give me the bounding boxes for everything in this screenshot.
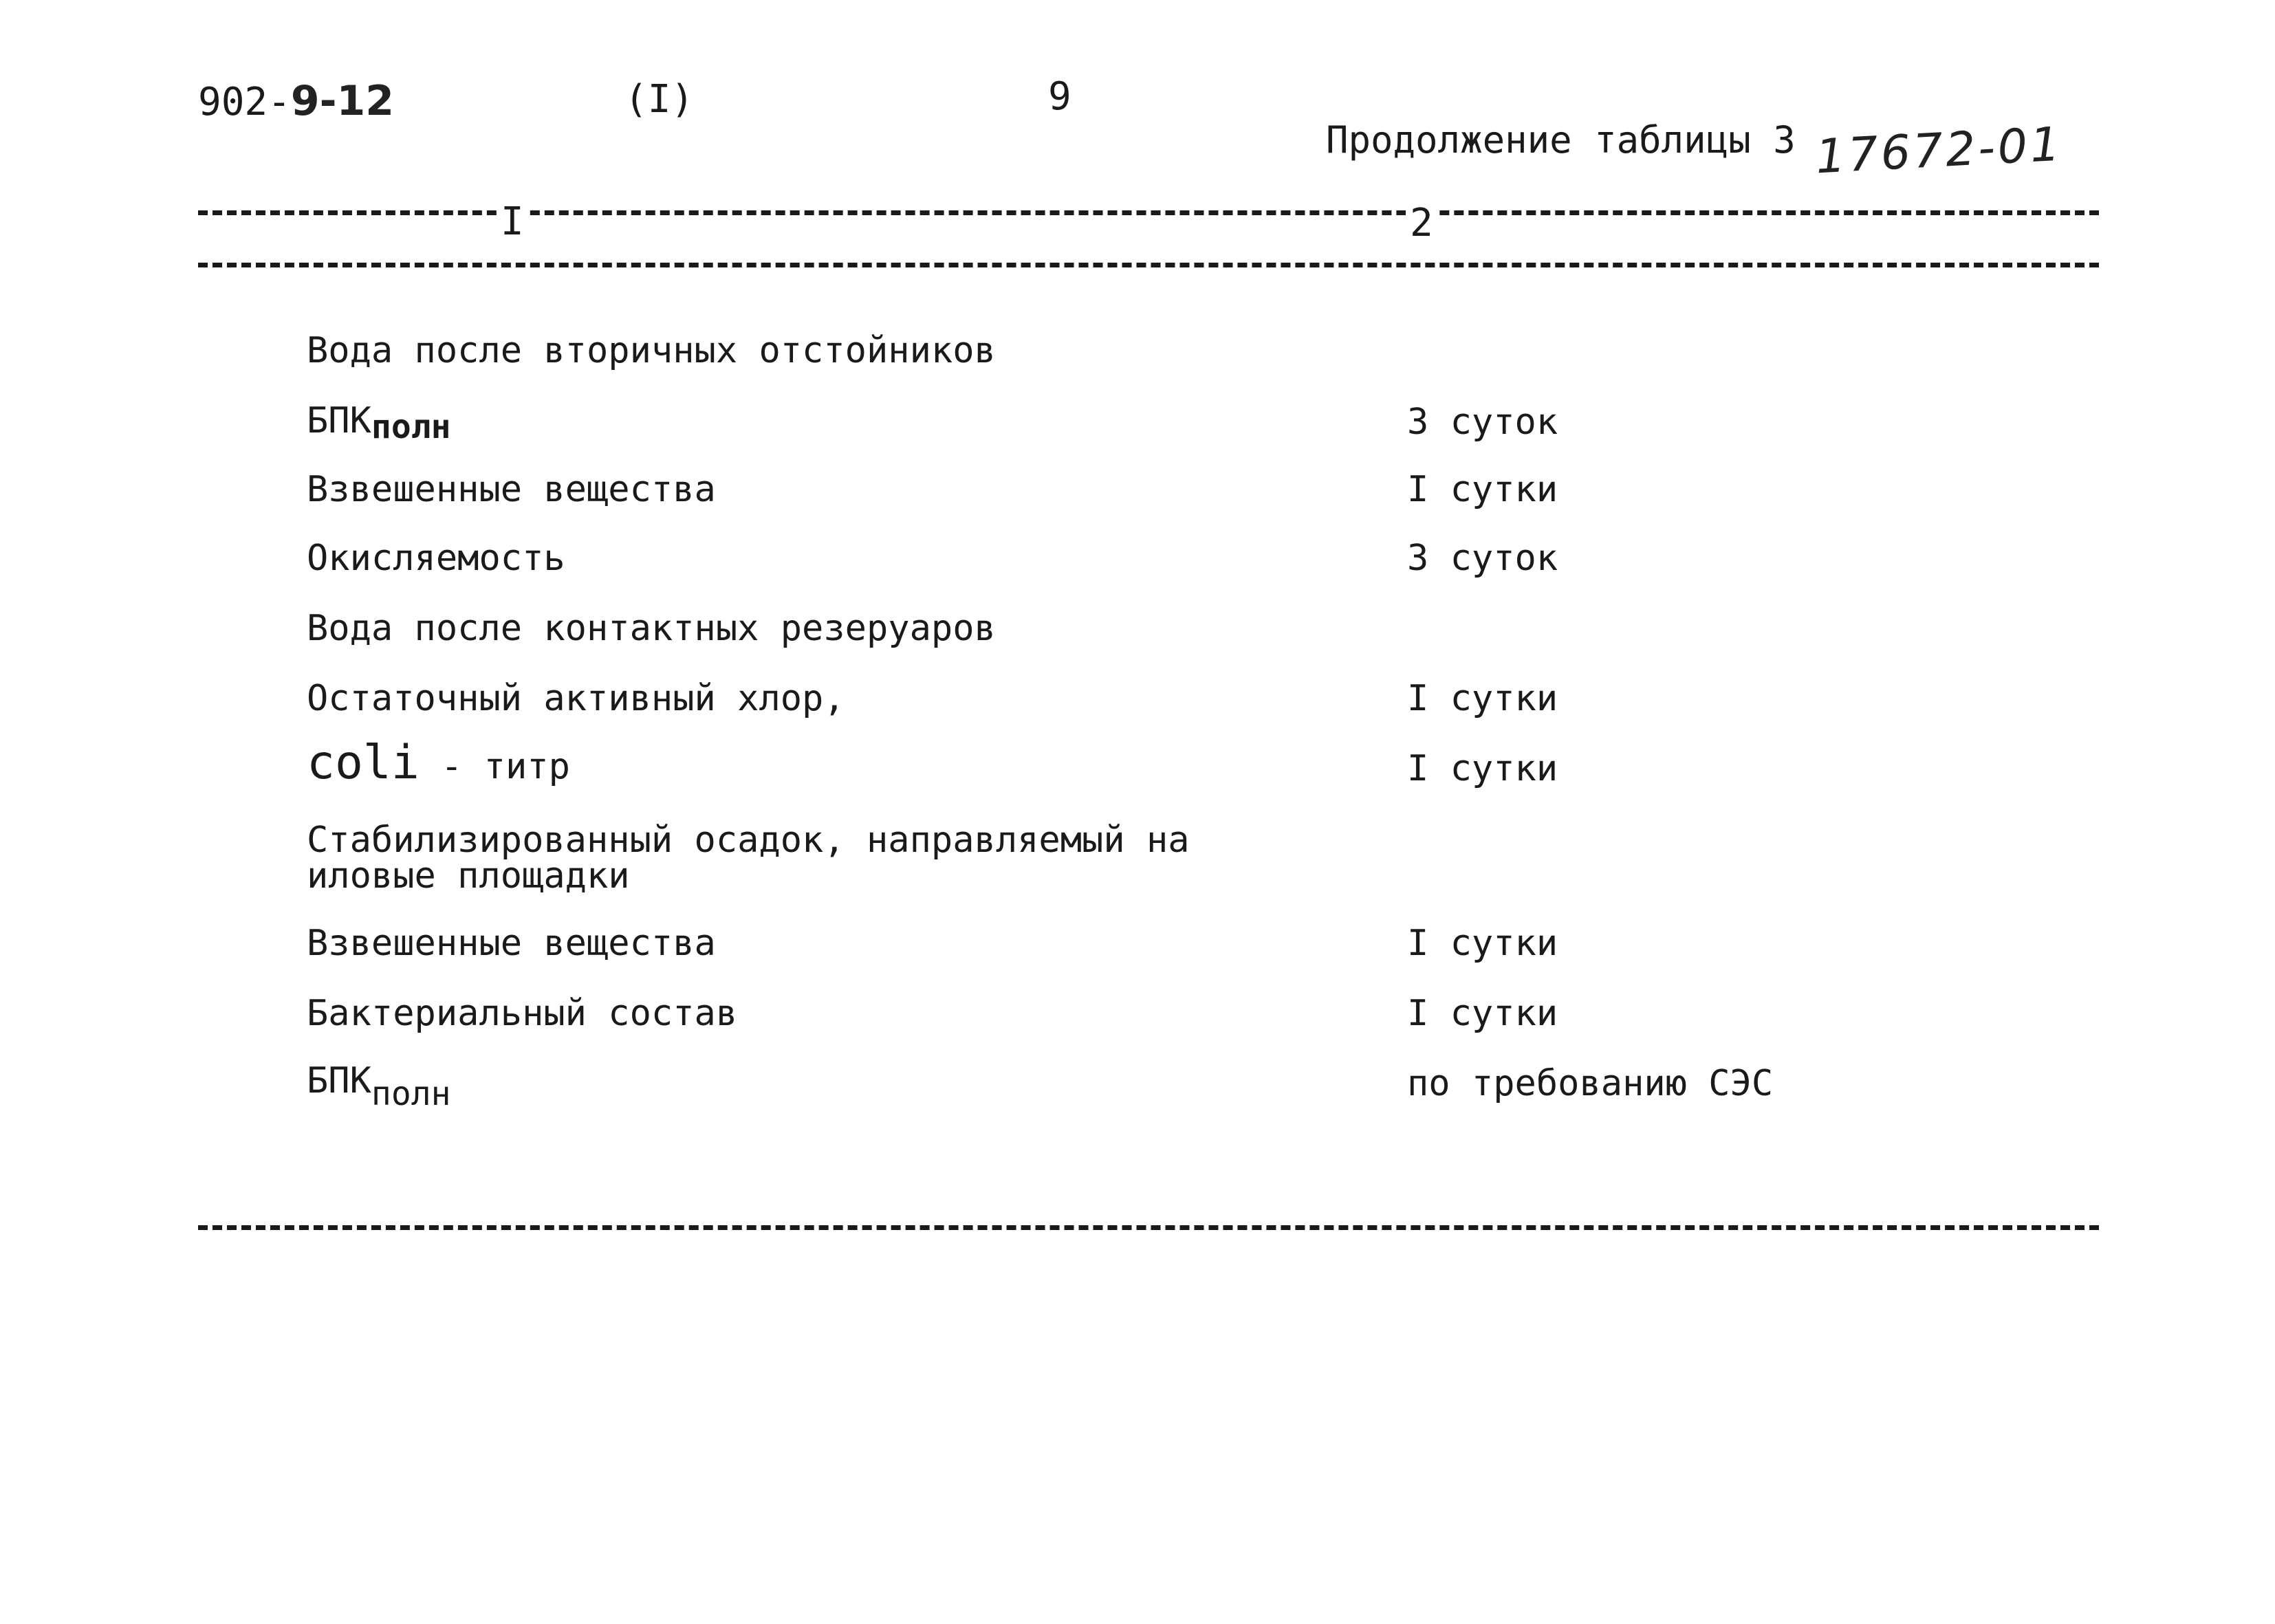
row-name-1 xyxy=(307,400,451,446)
row-name-6 xyxy=(307,736,570,790)
row-freq-6: I сутки xyxy=(1407,748,1558,789)
row-name-1-main: БПК xyxy=(307,400,371,441)
row-name-10-main: БПК xyxy=(307,1060,371,1101)
handwritten-stamp-number: 17672-01 xyxy=(1814,117,2065,185)
row-name-8: Взвешенные вещества xyxy=(307,923,716,964)
row-name-10 xyxy=(307,1060,451,1113)
row-freq-8: I сутки xyxy=(1407,923,1558,964)
column-number-2: 2 xyxy=(1406,201,1437,245)
row-name-5: Остаточный активный хлор, xyxy=(307,678,845,719)
row-name-6-coli: coli xyxy=(307,736,420,790)
row-freq-9: I сутки xyxy=(1407,993,1558,1034)
row-freq-3: 3 суток xyxy=(1407,538,1558,579)
column-number-1: I xyxy=(497,199,528,244)
row-freq-2: I сутки xyxy=(1407,469,1558,510)
document-code-printed: 902- xyxy=(198,80,291,124)
row-name-1-subscript: полн xyxy=(371,408,451,446)
table-top-rule xyxy=(198,210,2099,215)
row-name-0: Вода после вторичных отстойников xyxy=(307,330,996,371)
table-bottom-rule xyxy=(198,1225,2099,1230)
row-name-7: Стабилизированный осадок, направляемый на иловые площадки xyxy=(307,820,1190,897)
row-name-2: Взвешенные вещества xyxy=(307,469,716,510)
row-name-6-suffix: - титр xyxy=(419,746,570,787)
section-number: (I) xyxy=(624,77,695,122)
document-code xyxy=(198,77,394,125)
row-freq-10: по требованию СЭС xyxy=(1407,1063,1774,1104)
row-name-9: Бактериальный состав xyxy=(307,993,738,1034)
page-number: 9 xyxy=(1048,74,1071,119)
table-continuation-title: Продолжение таблицы 3 xyxy=(1326,118,1796,162)
row-name-3: Окисляемость xyxy=(307,538,565,579)
table-header-rule xyxy=(198,263,2099,267)
row-name-4: Вода после контактных резеруаров xyxy=(307,608,996,649)
row-name-10-subscript: полн xyxy=(371,1075,451,1113)
row-freq-1: 3 суток xyxy=(1407,402,1558,443)
row-freq-5: I сутки xyxy=(1407,678,1558,719)
document-code-handwritten: 9-12 xyxy=(290,77,395,125)
